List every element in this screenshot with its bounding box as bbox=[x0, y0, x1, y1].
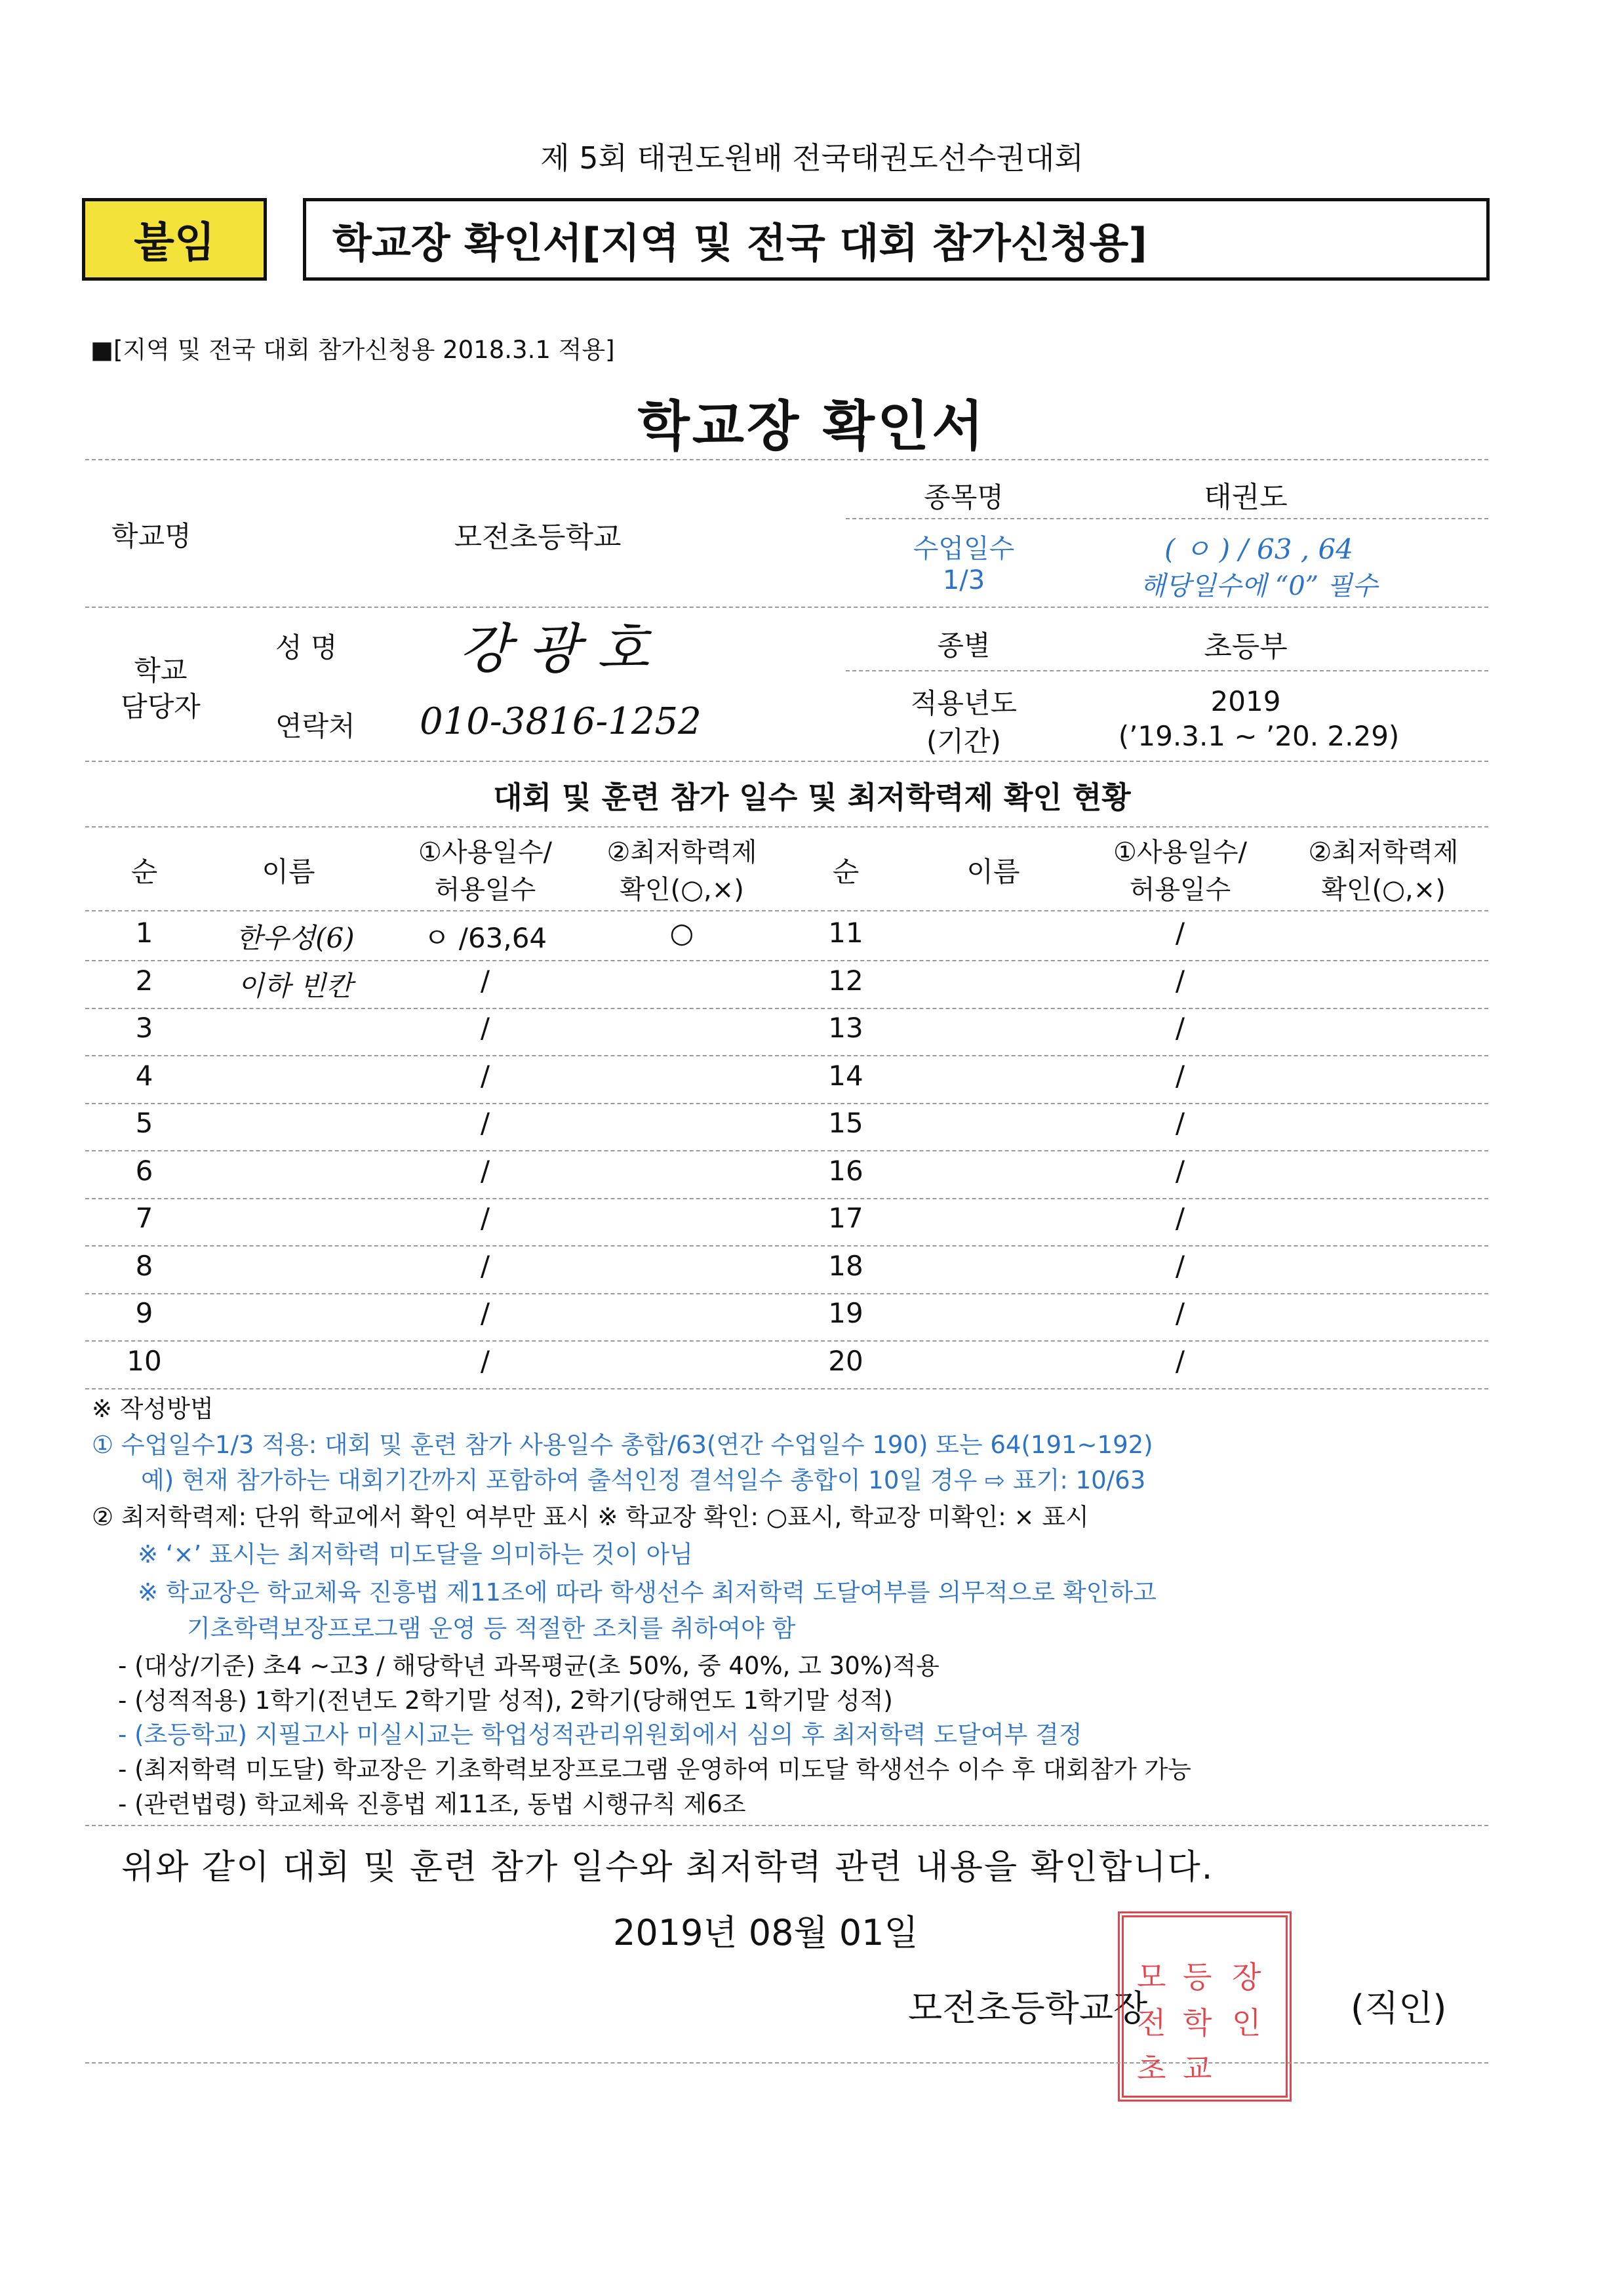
col-days-right: ①사용일수/ bbox=[1113, 837, 1247, 868]
days-used-cell: / bbox=[480, 1060, 490, 1092]
col-name-right: 이름 bbox=[966, 856, 1020, 888]
row-number: 19 bbox=[828, 1297, 863, 1329]
instructions-heading: ※ 작성방법 bbox=[92, 1395, 214, 1423]
col-days-sub-right: 허용일수 bbox=[1129, 875, 1231, 905]
days-used-cell: / bbox=[1175, 1012, 1185, 1044]
stamp-char: 교 bbox=[1183, 2051, 1212, 2086]
row-number: 3 bbox=[135, 1012, 153, 1044]
row-number: 18 bbox=[828, 1250, 863, 1282]
contact-handwritten: 010-3816-1252 bbox=[420, 700, 702, 743]
confirmation-statement: 위와 같이 대회 및 훈련 참가 일수와 최저학력 관련 내용을 확인합니다. bbox=[121, 1848, 1214, 1887]
division-value: 초등부 bbox=[1204, 630, 1288, 664]
document-title: 학교장 확인서 bbox=[637, 395, 987, 458]
row-number: 4 bbox=[135, 1060, 153, 1092]
row-number: 6 bbox=[135, 1155, 153, 1187]
instruction-line: ① 수업일수1/3 적용: 대회 및 훈련 참가 사용일수 총합/63(연간 수업일수 190) 또는 64(191~192) bbox=[92, 1431, 1153, 1459]
class-days-note: 해당일수에 “0” 필수 bbox=[1139, 571, 1378, 601]
stamp-char: 학 bbox=[1183, 2005, 1212, 2041]
days-used-cell: / bbox=[480, 1155, 490, 1187]
divider bbox=[85, 1825, 1488, 1826]
row-number: 11 bbox=[828, 917, 863, 949]
instruction-line: ② 최저학력제: 단위 학교에서 확인 여부만 표시 ※ 학교장 확인: ○표시, 학교장 미확인: × 표시 bbox=[92, 1503, 1089, 1531]
days-used-cell: / bbox=[480, 965, 490, 997]
row-number: 14 bbox=[828, 1060, 863, 1092]
manager-name-handwritten: 강 광 호 bbox=[459, 618, 649, 681]
sport-label: 종목명 bbox=[924, 481, 1004, 513]
divider bbox=[846, 518, 1488, 519]
days-used-cell: / bbox=[1175, 1060, 1185, 1092]
row-divider bbox=[85, 1388, 1488, 1389]
stamp-char: 인 bbox=[1232, 2005, 1261, 2041]
row-divider bbox=[85, 1008, 1488, 1009]
days-used-cell: / bbox=[1175, 1345, 1185, 1377]
manager-label: 학교 bbox=[134, 654, 188, 687]
divider bbox=[85, 910, 1488, 911]
days-used-cell: / bbox=[480, 1250, 490, 1282]
rule-note: ■[지역 및 전국 대회 참가신청용 2018.3.1 적용] bbox=[90, 336, 615, 364]
instruction-line: - (대상/기준) 초4 ~고3 / 해당학년 과목평균(초 50%, 중 40%, 고 30%)적용 bbox=[118, 1652, 940, 1680]
instruction-line: ※ 학교장은 학교체육 진흥법 제11조에 따라 학생선수 최저학력 도달여부를 의무적으로 확인하고 bbox=[138, 1578, 1157, 1606]
principal-title: 모전초등학교장 bbox=[908, 1987, 1148, 2029]
seal-label: (직인) bbox=[1351, 1987, 1447, 2029]
divider bbox=[85, 761, 1488, 762]
competition-title: 제 5회 태권도원배 전국태권도선수권대회 bbox=[540, 140, 1084, 176]
days-used-cell: ㅇ /63,64 bbox=[423, 922, 547, 954]
status-section-title: 대회 및 훈련 참가 일수 및 최저학력제 확인 현황 bbox=[493, 780, 1131, 815]
days-used-cell: / bbox=[480, 1345, 490, 1377]
form-header-title: 학교장 확인서[지역 및 전국 대회 참가신청용] bbox=[303, 198, 1490, 281]
stamp-char: 장 bbox=[1232, 1959, 1261, 1995]
days-used-cell: / bbox=[1175, 1297, 1185, 1329]
col-academic-right: ②최저학력제 bbox=[1308, 837, 1459, 868]
year-value: 2019 bbox=[1210, 685, 1281, 717]
stamp-char: 모 bbox=[1137, 1959, 1166, 1995]
class-days-fraction: 1/3 bbox=[942, 565, 985, 595]
row-number: 5 bbox=[135, 1107, 153, 1139]
name-label: 성 명 bbox=[275, 631, 338, 664]
school-value: 모전초등학교 bbox=[454, 521, 622, 554]
row-divider bbox=[85, 1055, 1488, 1056]
year-period: (’19.3.1 ~ ’20. 2.29) bbox=[1118, 720, 1400, 752]
attachment-badge: 붙임 bbox=[82, 198, 267, 281]
row-number: 9 bbox=[135, 1297, 153, 1329]
col-academic-sub: 확인(○,×) bbox=[620, 875, 744, 905]
days-used-cell: / bbox=[480, 1202, 490, 1234]
row-divider bbox=[85, 1103, 1488, 1104]
row-number: 15 bbox=[828, 1107, 863, 1139]
stamp-char: 등 bbox=[1183, 1959, 1212, 1995]
school-label: 학교명 bbox=[111, 520, 191, 552]
academic-check-cell: ○ bbox=[669, 917, 694, 949]
row-number: 7 bbox=[135, 1202, 153, 1234]
instruction-line: ※ ‘×’ 표시는 최저학력 미도달을 의미하는 것이 아님 bbox=[138, 1540, 693, 1568]
col-academic-sub-right: 확인(○,×) bbox=[1321, 875, 1446, 905]
row-divider bbox=[85, 1150, 1488, 1151]
col-days-sub: 허용일수 bbox=[434, 875, 536, 905]
row-divider bbox=[85, 1245, 1488, 1247]
col-name: 이름 bbox=[262, 856, 315, 888]
class-days-label: 수업일수 bbox=[913, 534, 1015, 564]
days-used-cell: / bbox=[480, 1297, 490, 1329]
instruction-line: - (초등학교) 지필고사 미실시교는 학업성적관리위원회에서 심의 후 최저학력 도달여부 결정 bbox=[118, 1721, 1082, 1749]
class-days-value: ( ㅇ ) / 63 , 64 bbox=[1164, 533, 1353, 565]
instruction-line: - (성적적용) 1학기(전년도 2학기말 성적), 2학기(당해연도 1학기말 성적) bbox=[118, 1686, 893, 1715]
divider bbox=[85, 826, 1488, 828]
days-used-cell: / bbox=[480, 1107, 490, 1139]
row-number: 17 bbox=[828, 1202, 863, 1234]
row-number: 2 bbox=[135, 965, 153, 997]
col-academic: ②최저학력제 bbox=[606, 837, 757, 868]
days-used-cell: / bbox=[480, 1012, 490, 1044]
days-used-cell: / bbox=[1175, 1202, 1185, 1234]
divider bbox=[846, 670, 1488, 671]
issue-date: 2019년 08월 01일 bbox=[613, 1912, 919, 1953]
row-number: 8 bbox=[135, 1250, 153, 1282]
days-used-cell: / bbox=[1175, 1250, 1185, 1282]
row-divider bbox=[85, 960, 1488, 961]
col-no-right: 순 bbox=[832, 856, 860, 888]
divider bbox=[85, 459, 1488, 460]
days-used-cell: / bbox=[1175, 965, 1185, 997]
days-used-cell: / bbox=[1175, 1107, 1185, 1139]
instruction-line: 기초학력보장프로그램 운영 등 적절한 조치를 취하여야 함 bbox=[187, 1614, 796, 1643]
year-label: 적용년도 bbox=[910, 687, 1018, 719]
divider bbox=[85, 607, 1488, 608]
row-number: 16 bbox=[828, 1155, 863, 1187]
year-label-2: (기간) bbox=[926, 725, 1001, 757]
row-number: 12 bbox=[828, 965, 863, 997]
athlete-name: 이하 빈칸 bbox=[237, 970, 353, 1002]
row-number: 10 bbox=[127, 1345, 162, 1377]
days-used-cell: / bbox=[1175, 1155, 1185, 1187]
instruction-line: 예) 현재 참가하는 대회기간까지 포함하여 출석인정 결석일수 총합이 10일 경우 ⇨ 표기: 10/63 bbox=[141, 1466, 1146, 1494]
row-number: 1 bbox=[135, 917, 153, 949]
row-number: 13 bbox=[828, 1012, 863, 1044]
sport-value: 태권도 bbox=[1204, 481, 1288, 514]
row-divider bbox=[85, 1293, 1488, 1294]
col-days: ①사용일수/ bbox=[418, 837, 552, 868]
col-no: 순 bbox=[130, 856, 158, 888]
days-used-cell: / bbox=[1175, 917, 1185, 949]
official-seal-stamp bbox=[1118, 1911, 1292, 2102]
row-divider bbox=[85, 1198, 1488, 1199]
division-label: 종별 bbox=[937, 629, 991, 662]
instruction-line: - (최저학력 미도달) 학교장은 기초학력보장프로그램 운영하여 미도달 학생선수 이수 후 대회참가 가능 bbox=[118, 1755, 1192, 1784]
athlete-name: 한우성(6) bbox=[235, 922, 355, 954]
row-divider bbox=[85, 1340, 1488, 1342]
stamp-char: 전 bbox=[1137, 2005, 1166, 2041]
row-number: 20 bbox=[828, 1345, 863, 1377]
contact-label: 연락처 bbox=[275, 710, 355, 742]
stamp-char: 초 bbox=[1137, 2051, 1166, 2086]
manager-label-2: 담당자 bbox=[121, 690, 201, 723]
divider bbox=[85, 2062, 1488, 2064]
instruction-line: - (관련법령) 학교체육 진흥법 제11조, 동법 시행규칙 제6조 bbox=[118, 1790, 746, 1818]
